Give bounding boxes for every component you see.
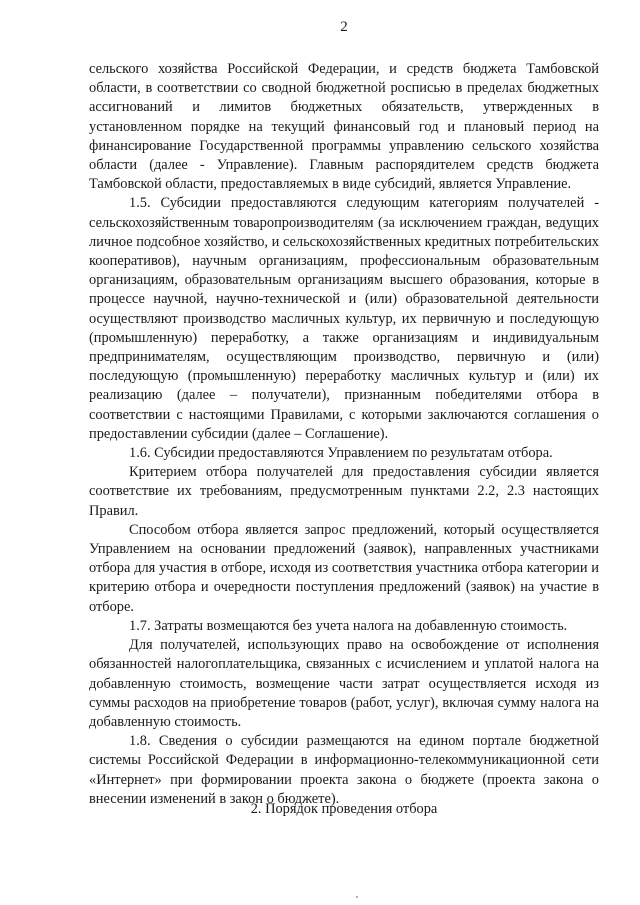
- paragraph-1-6-selection: 1.6. Субсидии предоставляются Управлением по результатам отбора.: [129, 445, 553, 462]
- paragraph-budget-sources: сельского хозяйства Российской Федерации, и средств бюджета Тамбовской области, в соответствии со сводной бюджетной росписью в пределах бюджетных ассигнований и лимитов бюджетных обязательств, утвержденных в установленном порядке на текущий финансовый год и плановый период на финансирование Государственной программы управлению сельского хозяйства области (далее - Управление). Главным распорядителем средств бюджета Тамбовской области, предоставляемых в виде субсидий, является Управление.: [89, 61, 599, 193]
- paragraph-selection-criterion: Критерием отбора получателей для предоставления субсидии является соответствие их требованиям, предусмотренным пунктами 2.2, 2.3 настоящих Правил.: [89, 464, 599, 519]
- paragraph-vat-exemption: Для получателей, использующих право на освобождение от исполнения обязанностей налогоплательщика, связанных с исчислением и уплатой налога на добавленную стоимость, возмещение части затрат осуществляется исходя из суммы расходов на приобретение товаров (работ, услуг), включая сумму налога на добавленную стоимость.: [89, 637, 599, 730]
- paragraph-1-7-vat: 1.7. Затраты возмещаются без учета налога на добавленную стоимость.: [129, 617, 568, 634]
- paragraph-selection-method: Способом отбора является запрос предложений, который осуществляется Управлением на основании предложений (заявок), направленных участниками отбора для участия в отборе, исходя из соответствия участника отбора категории и критерию отбора и очередности поступления предложений (заявок) на участие в отборе.: [89, 521, 599, 615]
- body-text: [89, 60, 599, 809]
- section-heading: 2. Порядок проведения отбора: [250, 801, 438, 817]
- paragraph-1-8-publication: 1.8. Сведения о субсидии размещаются на едином портале бюджетной системы Российской Федерации в информационно-телекоммуникационной сети «Интернет» при формировании проекта закона о бюджете (проекта закона о внесении изменений в закон о бюджете).: [89, 733, 599, 807]
- scan-speck: [356, 896, 358, 898]
- paragraph-1-5-recipients: 1.5. Субсидии предоставляются следующим категориям получателей - сельскохозяйственным товаропроизводителям (за исключением граждан, ведущих личное подсобное хозяйство, и сельскохозяйственных кредитных потребительских кооперативов), научным организациям, профессиональным образовательным организациям, образовательным организациям высшего образования, которые в процессе научной, научно-технической и (или) образовательной деятельности осуществляют производство масличных культур, их первичную и последующую (промышленную) переработку, а также организациям и индивидуальным предпринимателям, осуществляющим производство, первичную и (или) последующую (промышленную) переработку масличных культур и (или) их реализацию (далее – получатели), признанным победителями отбора в соответствии с настоящими Правилами, с которыми заключаются соглашения о предоставлении субсидии (далее – Соглашение).: [89, 195, 599, 442]
- page-number: 2: [340, 19, 348, 35]
